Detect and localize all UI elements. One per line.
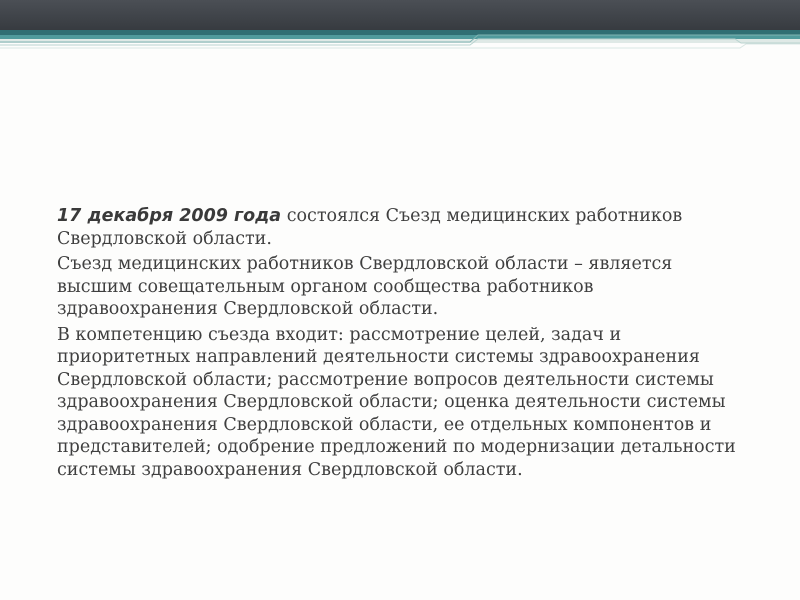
slide-body-text <box>57 205 747 484</box>
paragraph-2: Съезд медицинских работников Свердловской области – является высшим совещательным органом сообщества работников здравоохранения Свердловской области. <box>57 254 673 319</box>
paragraph-3: В компетенцию съезда входит: рассмотрение целей, задач и приоритетных направлений деятельности системы здравоохранения Свердловской области; рассмотрение вопросов деятельности системы здравоохранения Свердловской области; оценка деятельности системы здравоохранения Свердловской области, ее отдельных компонентов и представителей; одобрение предложений по модернизации детальности системы здравоохранения Свердловской области. <box>57 324 736 480</box>
top-header-bar <box>0 0 800 30</box>
paragraph-1 <box>57 205 747 250</box>
decorative-accent-strip <box>0 30 800 50</box>
paragraph-1-text: состоялся Съезд медицинских работников Свердловской области. <box>57 206 683 249</box>
date-emphasis: 17 декабря 2009 года <box>57 206 282 226</box>
